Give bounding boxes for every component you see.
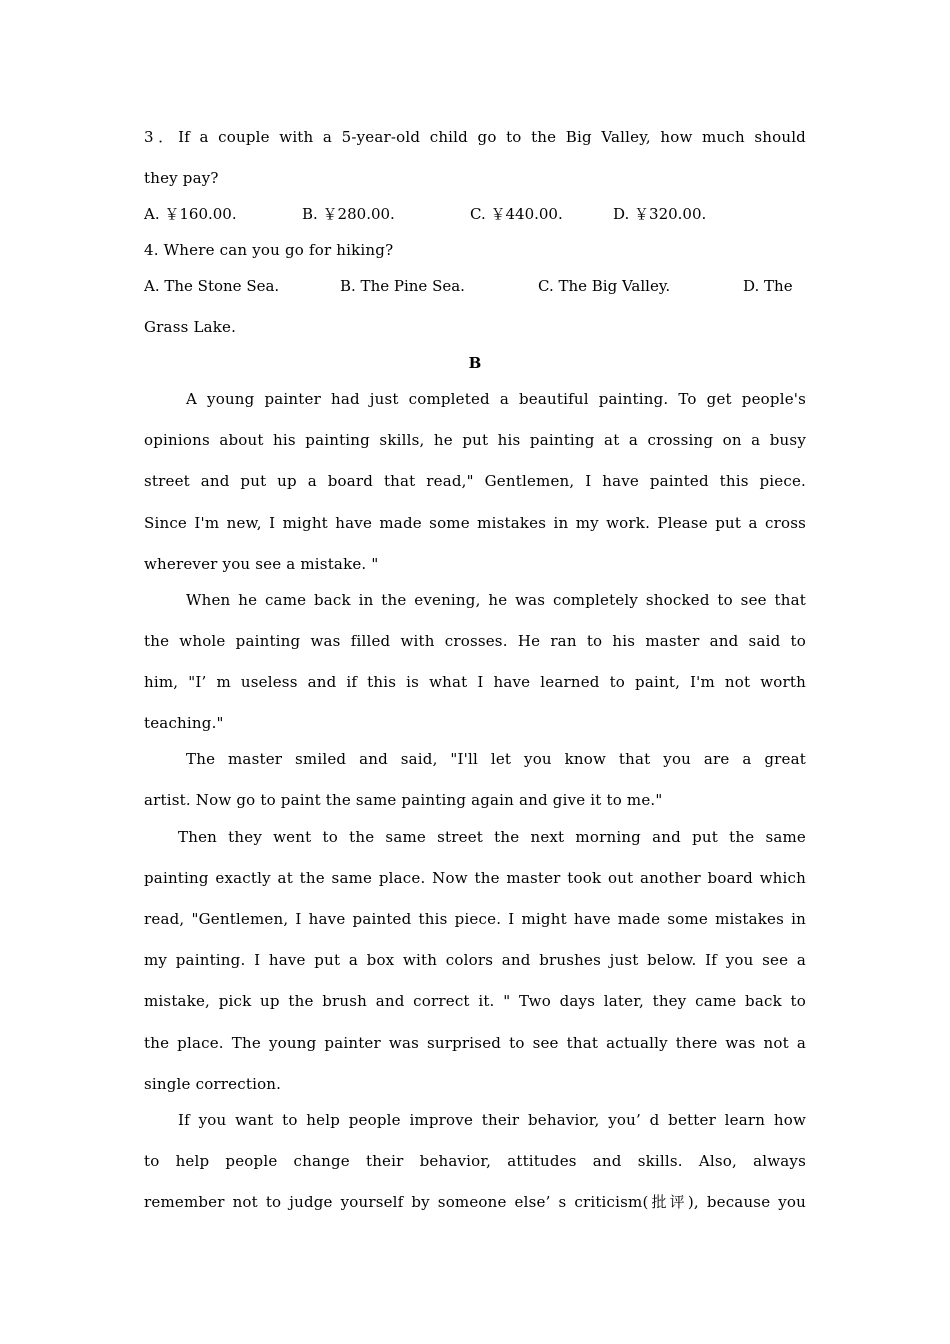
- question-4-option-a: A. The Stone Sea.: [144, 277, 280, 295]
- question-3-option-a: A. ￥160.00.: [144, 205, 237, 223]
- passage-p4-line: mistake, pick up the brush and correct it. " Two days later, they came back to: [144, 992, 806, 1010]
- question-3-line-1: 3．If a couple with a 5-year-old child go to the Big Valley, how much should: [144, 128, 806, 146]
- passage-p3-line: The master smiled and said, "I'll let you know that you are a great: [186, 750, 806, 768]
- passage-p3-line: artist. Now go to paint the same painting again and give it to me.": [144, 791, 663, 809]
- question-4-prompt: 4. Where can you go for hiking?: [144, 241, 394, 259]
- passage-p1-line: A young painter had just completed a beautiful painting. To get people's: [186, 390, 806, 408]
- passage-p4-line: my painting. I have put a box with colors and brushes just below. If you see a: [144, 951, 806, 969]
- passage-p5-line: to help people change their behavior, attitudes and skills. Also, always: [144, 1152, 806, 1170]
- passage-p2-line: the whole painting was filled with crosses. He ran to his master and said to: [144, 632, 806, 650]
- passage-p4-line: painting exactly at the same place. Now the master took out another board which: [144, 869, 806, 887]
- question-4-continuation: Grass Lake.: [144, 318, 237, 336]
- passage-p4-line: single correction.: [144, 1075, 282, 1093]
- passage-p2-line: teaching.": [144, 714, 224, 732]
- passage-p1-line: wherever you see a mistake. ": [144, 555, 379, 573]
- passage-p1-line: street and put up a board that read," Gentlemen, I have painted this piece.: [144, 472, 806, 490]
- passage-p2-line: When he came back in the evening, he was completely shocked to see that: [186, 591, 806, 609]
- question-3-line-2: they pay?: [144, 169, 219, 187]
- section-label: B: [468, 354, 482, 372]
- passage-p1-line: Since I'm new, I might have made some mistakes in my work. Please put a cross: [144, 514, 806, 532]
- passage-p2-line: him, "I’ m useless and if this is what I have learned to paint, I'm not worth: [144, 673, 806, 691]
- question-3-option-c: C. ￥440.00.: [470, 205, 563, 223]
- passage-p4-line: the place. The young painter was surprised to see that actually there was not a: [144, 1034, 806, 1052]
- passage-p1-line: opinions about his painting skills, he put his painting at a crossing on a busy: [144, 431, 806, 449]
- passage-p4-line: Then they went to the same street the next morning and put the same: [178, 828, 806, 846]
- question-3-option-b: B. ￥280.00.: [302, 205, 395, 223]
- question-3-option-d: D. ￥320.00.: [613, 205, 707, 223]
- passage-p5-line: remember not to judge yourself by someone else’ s criticism(批评), because you: [144, 1193, 806, 1211]
- passage-p5-line: If you want to help people improve their behavior, you’ d better learn how: [178, 1111, 806, 1129]
- question-4-option-c: C. The Big Valley.: [538, 277, 671, 295]
- question-4-option-d: D. The: [743, 277, 793, 295]
- question-4-option-b: B. The Pine Sea.: [340, 277, 465, 295]
- passage-p4-line: read, "Gentlemen, I have painted this piece. I might have made some mistakes in: [144, 910, 806, 928]
